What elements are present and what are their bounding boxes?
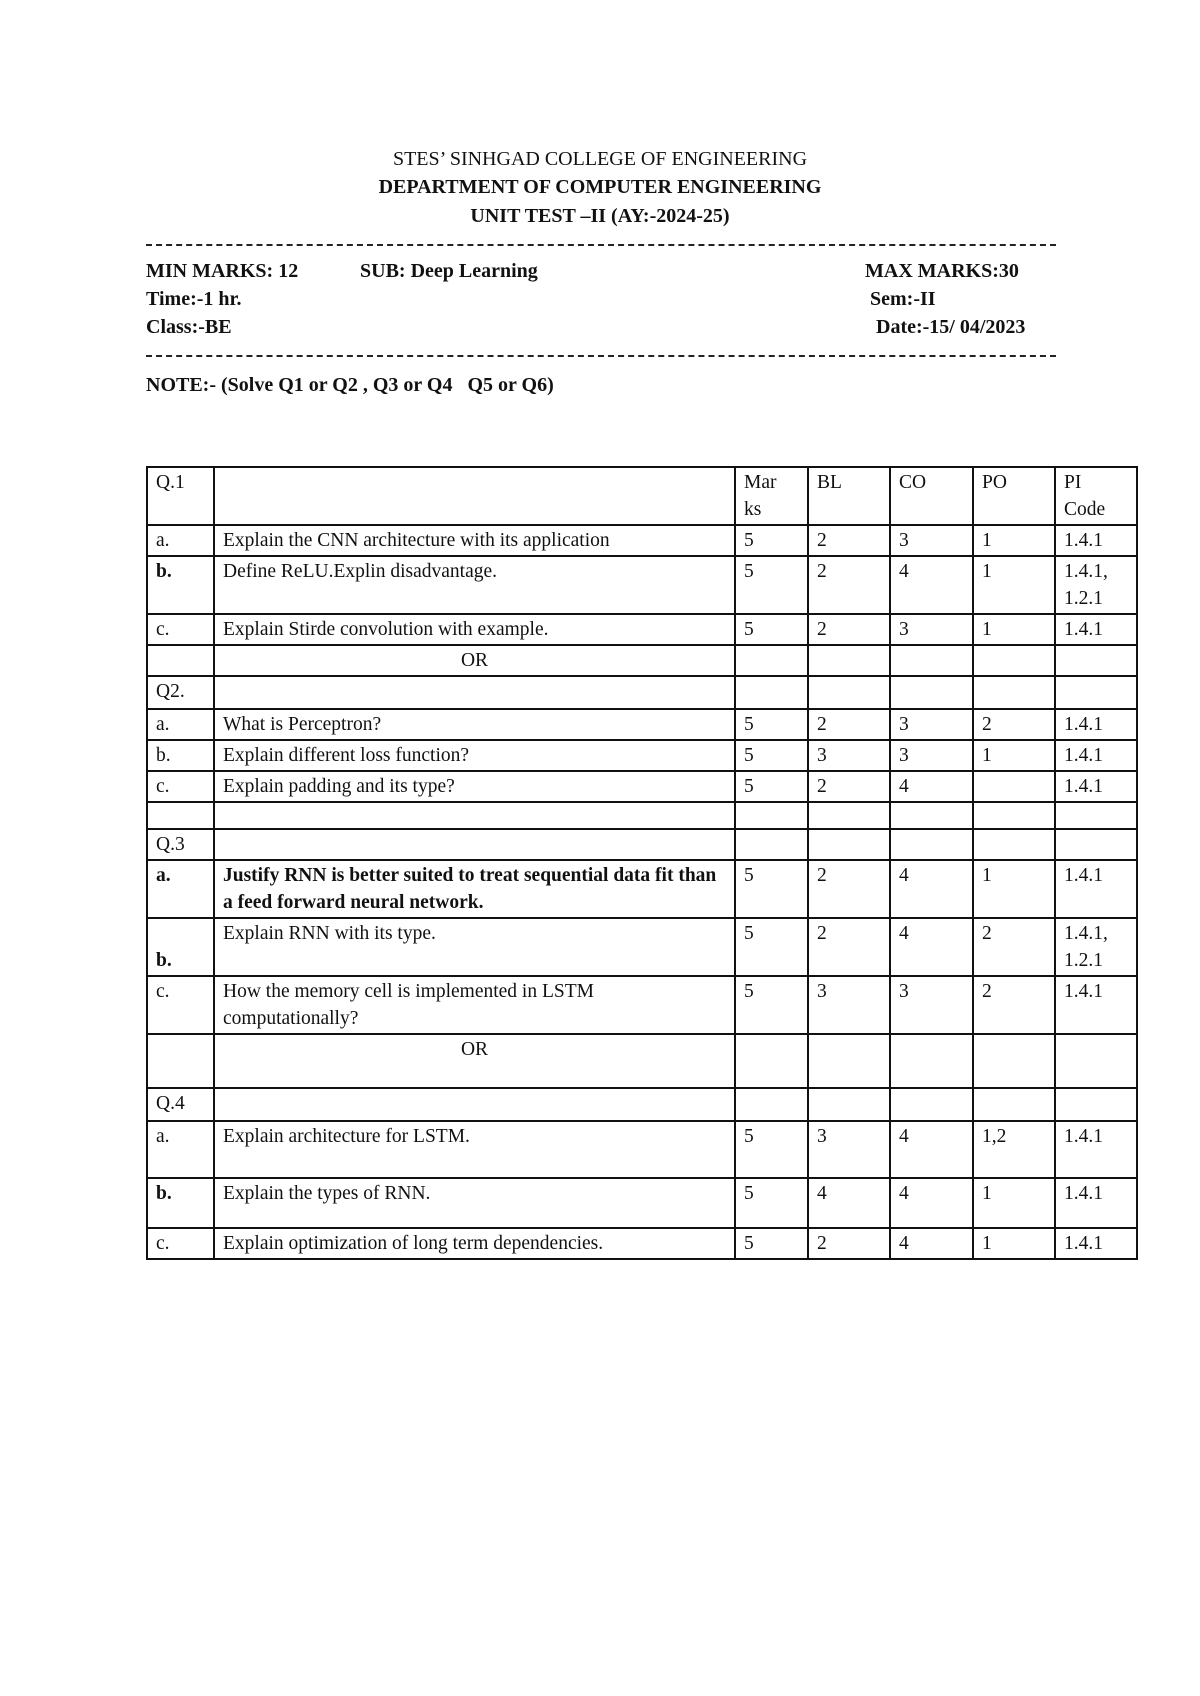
- bl-cell: 2: [808, 918, 890, 976]
- table-row: [147, 740, 1137, 771]
- co-cell: 4: [890, 860, 973, 918]
- question-text: Explain Stirde convolution with example.: [214, 614, 735, 645]
- bl-cell: 2: [808, 771, 890, 802]
- class: Class:-BE: [146, 316, 232, 338]
- marks-cell: 5: [735, 771, 808, 802]
- pi-code-line1: 1.4.1: [1064, 981, 1103, 1002]
- table-row: [147, 771, 1137, 802]
- marks-cell: [735, 802, 808, 829]
- question-number: Q2.: [147, 676, 214, 709]
- pi-code-line1: 1.4.1: [1064, 776, 1103, 797]
- pi-code-line1: 1.4.1: [1064, 1183, 1103, 1204]
- pi-code-line1: 1.4.1: [1064, 745, 1103, 766]
- question-number: b.: [147, 740, 214, 771]
- max-marks: MAX MARKS:30: [865, 260, 1019, 282]
- pi-code-cell: [1055, 614, 1137, 645]
- pi-code-line2: 1.2.1: [1064, 588, 1103, 609]
- po-cell: 1: [973, 1228, 1055, 1259]
- po-cell: 1: [973, 1178, 1055, 1228]
- po-cell: [973, 676, 1055, 709]
- marks-cell: [735, 676, 808, 709]
- bl-cell: 2: [808, 860, 890, 918]
- bl-cell: 2: [808, 1228, 890, 1259]
- question-number: b.: [147, 1178, 214, 1228]
- question-text: What is Perceptron?: [214, 709, 735, 740]
- bl-cell: 2: [808, 709, 890, 740]
- header-pi-line2: Code: [1064, 499, 1106, 520]
- table-row: [147, 1088, 1137, 1121]
- pi-code-line1: 1.4.1: [1064, 1126, 1103, 1147]
- table-row: [147, 1228, 1137, 1259]
- pi-code-line1: 1.4.1: [1064, 619, 1103, 640]
- pi-code-line1: 1.4.1: [1064, 865, 1103, 886]
- po-cell: 2: [973, 918, 1055, 976]
- marks-cell: [735, 829, 808, 860]
- question-number: a.: [147, 525, 214, 556]
- bl-cell: 2: [808, 556, 890, 614]
- co-cell: [890, 645, 973, 676]
- marks-cell: [735, 1034, 808, 1088]
- table-row: [147, 1121, 1137, 1178]
- question-text: Explain the CNN architecture with its application: [214, 525, 735, 556]
- min-marks: MIN MARKS: 12: [146, 260, 299, 282]
- po-cell: 1: [973, 740, 1055, 771]
- pi-code-cell: [1055, 1178, 1137, 1228]
- bl-cell: [808, 802, 890, 829]
- question-text: [214, 802, 735, 829]
- marks-cell: 5: [735, 556, 808, 614]
- question-text: Explain the types of RNN.: [214, 1178, 735, 1228]
- co-cell: 4: [890, 556, 973, 614]
- question-number: a.: [147, 860, 214, 918]
- marks-cell: 5: [735, 976, 808, 1034]
- co-cell: 4: [890, 1178, 973, 1228]
- table-row: [147, 918, 1137, 976]
- bottom-divider: [146, 355, 1056, 357]
- question-number: [147, 645, 214, 676]
- marks-cell: 5: [735, 918, 808, 976]
- top-divider: [146, 244, 1056, 246]
- question-text: How the memory cell is implemented in LSTM computationally?: [214, 976, 735, 1034]
- header-po: PO: [973, 467, 1055, 525]
- pi-code-line1: 1.4.1: [1064, 714, 1103, 735]
- bl-cell: [808, 676, 890, 709]
- question-number: a.: [147, 1121, 214, 1178]
- pi-code-cell: [1055, 802, 1137, 829]
- bl-cell: [808, 645, 890, 676]
- header-marks-line1: Mar: [744, 472, 777, 493]
- department-name: DEPARTMENT OF COMPUTER ENGINEERING: [378, 176, 822, 198]
- question-number: c.: [147, 771, 214, 802]
- po-cell: [973, 1088, 1055, 1121]
- pi-code-line1: 1.4.1,: [1064, 561, 1108, 582]
- po-cell: [973, 829, 1055, 860]
- question-number: Q.3: [147, 829, 214, 860]
- po-cell: 1: [973, 860, 1055, 918]
- semester: Sem:-II: [870, 288, 936, 310]
- pi-code-cell: [1055, 676, 1137, 709]
- question-number: c.: [147, 1228, 214, 1259]
- pi-code-cell: [1055, 1034, 1137, 1088]
- co-cell: 3: [890, 976, 973, 1034]
- po-cell: 1: [973, 614, 1055, 645]
- college-name: STES’ SINHGAD COLLEGE OF ENGINEERING: [392, 148, 808, 170]
- question-text: Explain architecture for LSTM.: [214, 1121, 735, 1178]
- table-row: [147, 645, 1137, 676]
- marks-cell: 5: [735, 860, 808, 918]
- pi-code-cell: [1055, 1121, 1137, 1178]
- table-row: [147, 976, 1137, 1034]
- co-cell: 3: [890, 740, 973, 771]
- question-number: Q.4: [147, 1088, 214, 1121]
- question-number: c.: [147, 976, 214, 1034]
- question-text: OR: [214, 1034, 735, 1088]
- pi-code-cell: [1055, 556, 1137, 614]
- po-cell: 2: [973, 976, 1055, 1034]
- bl-cell: 3: [808, 740, 890, 771]
- bl-cell: 3: [808, 976, 890, 1034]
- marks-cell: 5: [735, 709, 808, 740]
- subject: SUB: Deep Learning: [360, 260, 538, 282]
- co-cell: 4: [890, 771, 973, 802]
- pi-code-cell: [1055, 709, 1137, 740]
- po-cell: [973, 645, 1055, 676]
- table-header-row: [147, 467, 1137, 525]
- pi-code-cell: [1055, 740, 1137, 771]
- question-text: [214, 829, 735, 860]
- bl-cell: 4: [808, 1178, 890, 1228]
- question-number: b.: [147, 918, 214, 976]
- marks-cell: 5: [735, 1121, 808, 1178]
- pi-code-cell: [1055, 976, 1137, 1034]
- table-row: [147, 614, 1137, 645]
- bl-cell: 2: [808, 525, 890, 556]
- header-pi: [1055, 467, 1137, 525]
- marks-cell: 5: [735, 614, 808, 645]
- po-cell: 1,2: [973, 1121, 1055, 1178]
- pi-code-cell: [1055, 645, 1137, 676]
- pi-code-cell: [1055, 918, 1137, 976]
- question-text: Explain padding and its type?: [214, 771, 735, 802]
- question-number: b.: [147, 556, 214, 614]
- pi-code-cell: [1055, 771, 1137, 802]
- co-cell: [890, 802, 973, 829]
- header-pi-line1: PI: [1064, 472, 1082, 493]
- question-text: Explain RNN with its type.: [214, 918, 735, 976]
- po-cell: [973, 1034, 1055, 1088]
- po-cell: [973, 802, 1055, 829]
- table-row: [147, 829, 1137, 860]
- question-text: [214, 1088, 735, 1121]
- question-text: OR: [214, 645, 735, 676]
- header-co: CO: [890, 467, 973, 525]
- note: NOTE:- (Solve Q1 or Q2 , Q3 or Q4 Q5 or Q6): [146, 374, 554, 396]
- co-cell: [890, 1034, 973, 1088]
- pi-code-cell: [1055, 525, 1137, 556]
- po-cell: 1: [973, 525, 1055, 556]
- marks-cell: 5: [735, 525, 808, 556]
- question-number: [147, 802, 214, 829]
- table-row: [147, 556, 1137, 614]
- bl-cell: 3: [808, 1121, 890, 1178]
- po-cell: 1: [973, 556, 1055, 614]
- question-text: Explain different loss function?: [214, 740, 735, 771]
- header-question: Q.1: [147, 467, 214, 525]
- question-text: Explain optimization of long term dependencies.: [214, 1228, 735, 1259]
- table-row: [147, 676, 1137, 709]
- header-bl: BL: [808, 467, 890, 525]
- pi-code-cell: [1055, 1088, 1137, 1121]
- marks-cell: [735, 645, 808, 676]
- pi-code-cell: [1055, 1228, 1137, 1259]
- po-cell: 2: [973, 709, 1055, 740]
- question-number: [147, 1034, 214, 1088]
- question-table: [146, 466, 1138, 1260]
- question-text: Define ReLU.Explin disadvantage.: [214, 556, 735, 614]
- pi-code-line1: 1.4.1: [1064, 1233, 1103, 1254]
- co-cell: [890, 829, 973, 860]
- header-marks: [735, 467, 808, 525]
- table-row: [147, 709, 1137, 740]
- co-cell: 3: [890, 525, 973, 556]
- date: Date:-15/ 04/2023: [876, 316, 1026, 338]
- marks-cell: 5: [735, 1228, 808, 1259]
- co-cell: [890, 676, 973, 709]
- table-row: [147, 1034, 1137, 1088]
- pi-code-cell: [1055, 860, 1137, 918]
- pi-code-line2: 1.2.1: [1064, 950, 1103, 971]
- table-row: [147, 525, 1137, 556]
- bl-cell: 2: [808, 614, 890, 645]
- time: Time:-1 hr.: [146, 288, 242, 310]
- question-text: Justify RNN is better suited to treat sequential data fit than a feed forward neural network.: [214, 860, 735, 918]
- pi-code-line1: 1.4.1: [1064, 530, 1103, 551]
- co-cell: 4: [890, 1228, 973, 1259]
- co-cell: 3: [890, 709, 973, 740]
- co-cell: 4: [890, 918, 973, 976]
- marks-cell: 5: [735, 1178, 808, 1228]
- question-text: [214, 676, 735, 709]
- po-cell: [973, 771, 1055, 802]
- marks-cell: 5: [735, 740, 808, 771]
- bl-cell: [808, 1088, 890, 1121]
- question-number: c.: [147, 614, 214, 645]
- co-cell: 4: [890, 1121, 973, 1178]
- table-row: [147, 860, 1137, 918]
- bl-cell: [808, 1034, 890, 1088]
- marks-cell: [735, 1088, 808, 1121]
- co-cell: 3: [890, 614, 973, 645]
- bl-cell: [808, 829, 890, 860]
- pi-code-line1: 1.4.1,: [1064, 923, 1108, 944]
- table-row: [147, 802, 1137, 829]
- pi-code-cell: [1055, 829, 1137, 860]
- test-title: UNIT TEST –II (AY:-2024-25): [470, 205, 730, 227]
- table-row: [147, 1178, 1137, 1228]
- header-blank: [214, 467, 735, 525]
- header-marks-line2: ks: [744, 499, 762, 520]
- question-number: a.: [147, 709, 214, 740]
- co-cell: [890, 1088, 973, 1121]
